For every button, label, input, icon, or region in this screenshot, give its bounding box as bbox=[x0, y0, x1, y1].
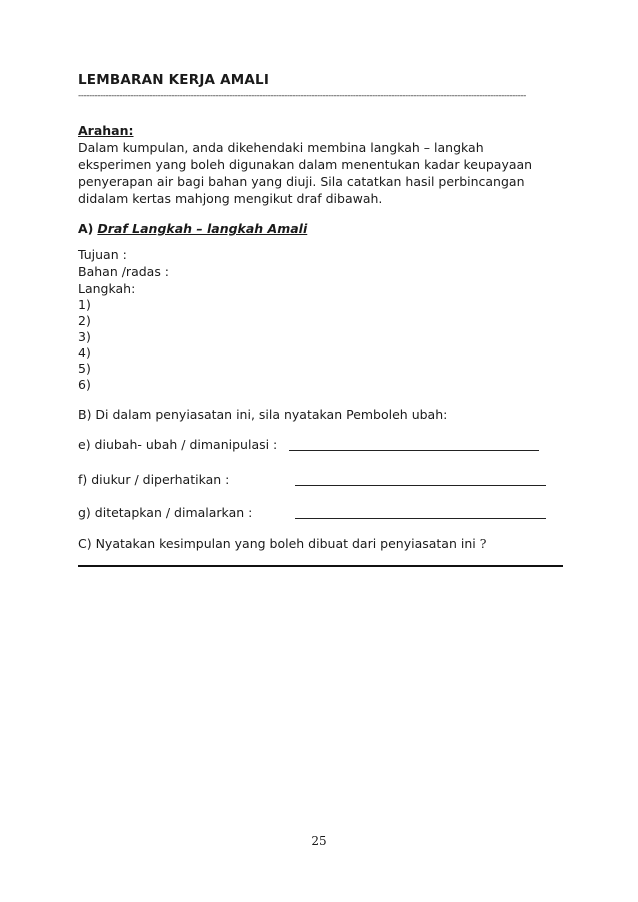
arahan-line-3: penyerapan air bagi bahan yang diuji. Sila catatkan hasil perbincangan bbox=[78, 174, 525, 189]
section-c-text: C) Nyatakan kesimpulan yang boleh dibuat dari penyiasatan ini bbox=[78, 536, 476, 551]
step-6: 6) bbox=[78, 377, 91, 392]
step-1: 1) bbox=[78, 297, 91, 312]
variable-label-constant: g) ditetapkan / dimalarkan : bbox=[78, 505, 253, 520]
langkah-label: Langkah: bbox=[78, 281, 136, 296]
step-5: 5) bbox=[78, 361, 91, 376]
step-3: 3) bbox=[78, 329, 91, 344]
tujuan-label: Tujuan : bbox=[78, 247, 127, 262]
answer-blank-responding[interactable] bbox=[295, 473, 546, 486]
arahan-heading: Arahan: bbox=[78, 123, 134, 138]
step-4: 4) bbox=[78, 345, 91, 360]
dashed-separator: ------------------------------------------------------------------------------------------------------------------------------------------------------------------- bbox=[78, 91, 526, 101]
arahan-line-4: didalam kertas mahjong mengikut draf dibawah. bbox=[78, 191, 383, 206]
bahan-label: Bahan /radas : bbox=[78, 264, 170, 279]
section-a-title: Draf Langkah – langkah Amali bbox=[97, 221, 308, 236]
section-a-prefix: A) bbox=[78, 221, 94, 236]
variable-row-responding bbox=[78, 471, 229, 488]
variable-label-manipulated: e) diubah- ubah / dimanipulasi : bbox=[78, 437, 278, 452]
variable-row-constant bbox=[78, 504, 252, 521]
worksheet-title: LEMBARAN KERJA AMALI bbox=[78, 72, 270, 88]
page-number: 25 bbox=[311, 834, 327, 848]
section-a-heading bbox=[78, 220, 307, 237]
arahan-line-1: Dalam kumpulan, anda dikehendaki membina langkah – langkah bbox=[78, 140, 484, 155]
section-b-intro: B) Di dalam penyiasatan ini, sila nyatakan Pemboleh ubah: bbox=[78, 407, 448, 422]
variable-label-responding: f) diukur / diperhatikan : bbox=[78, 472, 230, 487]
section-c-question-mark: ? bbox=[479, 536, 487, 551]
step-2: 2) bbox=[78, 313, 91, 328]
section-c-prompt bbox=[78, 535, 486, 552]
answer-blank-constant[interactable] bbox=[295, 506, 546, 519]
variable-row-manipulated bbox=[78, 436, 277, 453]
arahan-line-2: eksperimen yang boleh digunakan dalam menentukan kadar keupayaan bbox=[78, 157, 533, 172]
conclusion-answer-line[interactable] bbox=[78, 565, 563, 567]
answer-blank-manipulated[interactable] bbox=[289, 438, 539, 451]
